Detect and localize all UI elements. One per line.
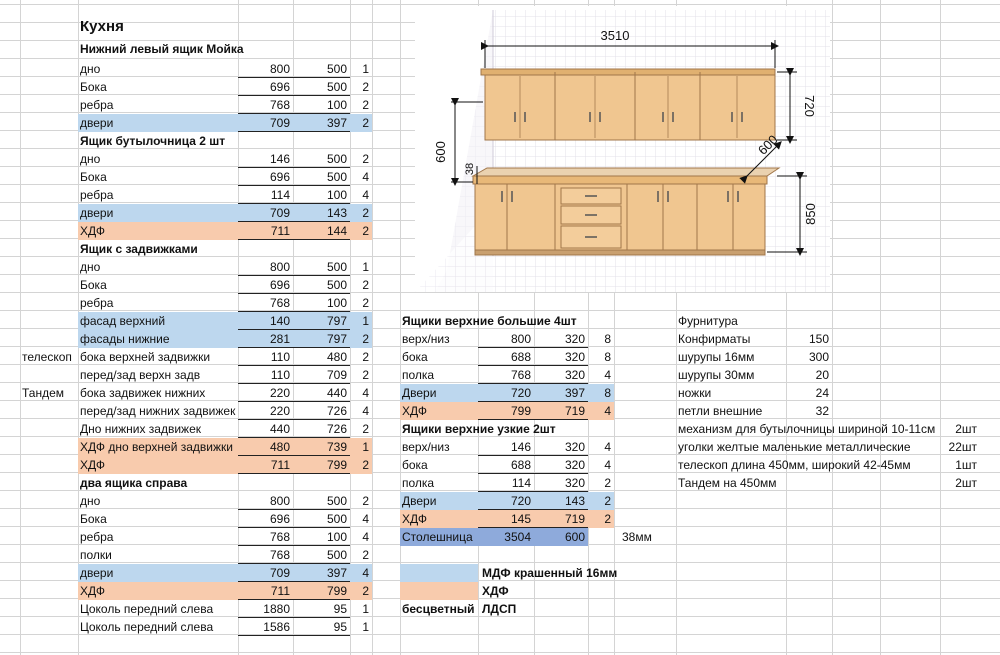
cell-label[interactable]: двери [80, 206, 114, 220]
cell-qty[interactable]: 4 [604, 368, 611, 382]
cell-value[interactable]: 711 [238, 222, 293, 240]
cell-label[interactable]: Цоколь передний слева [80, 620, 214, 634]
cell-value[interactable]: 144 [293, 222, 350, 240]
cell-value[interactable]: 480 [293, 348, 350, 366]
cell-value[interactable]: 100 [293, 96, 350, 114]
cell-value[interactable]: 500 [293, 168, 350, 186]
cell-value[interactable]: 114 [238, 186, 293, 204]
cell-value[interactable]: 696 [238, 168, 293, 186]
cell-value[interactable]: 2шт [955, 476, 977, 490]
cell-qty[interactable]: 4 [362, 512, 369, 526]
cell-value[interactable]: 719 [534, 402, 588, 420]
cell-qty[interactable]: 4 [604, 458, 611, 472]
cell-label[interactable]: Конфирматы [678, 332, 751, 346]
cell-value[interactable]: 32 [815, 404, 829, 418]
cell-value[interactable]: 500 [293, 78, 350, 96]
cell-value[interactable]: 320 [534, 438, 588, 456]
cell-value[interactable]: 719 [534, 510, 588, 528]
cell-value[interactable]: 696 [238, 78, 293, 96]
cell-qty[interactable]: 1 [362, 62, 369, 76]
cell-qty[interactable]: 4 [604, 404, 611, 418]
cell-label[interactable]: шурупы 16мм [678, 350, 755, 364]
cell-label[interactable]: петли внешние [678, 404, 763, 418]
cell-qty[interactable]: 2 [362, 278, 369, 292]
cell-label[interactable]: бока верхней задвижки [80, 350, 211, 364]
cell-label[interactable]: ребра [80, 188, 114, 202]
cell-value[interactable]: 3504 [504, 530, 531, 544]
cell-bold-label[interactable]: Ящик с задвижками [80, 242, 198, 256]
cell-qty[interactable]: 2 [362, 350, 369, 364]
dim-total-width: 3510 [600, 28, 630, 43]
cell-qty[interactable]: 2 [362, 584, 369, 598]
cell-value[interactable]: 500 [293, 150, 350, 168]
cell-value[interactable]: 797 [293, 312, 350, 330]
cell-label[interactable]: бока задвижек нижних [80, 386, 206, 400]
cell-label[interactable]: верх/низ [402, 332, 450, 346]
cell-qty[interactable]: 8 [604, 386, 611, 400]
cell-label[interactable]: Дно нижних задвижек [80, 422, 201, 436]
cell-qty[interactable]: 4 [362, 386, 369, 400]
cell-label[interactable]: ХДФ [80, 224, 105, 238]
cell-value[interactable]: 320 [534, 366, 588, 384]
cell-qty[interactable]: 2 [362, 368, 369, 382]
cell-bold-label[interactable]: Ящики верхние узкие 2шт [402, 422, 556, 436]
cell-label[interactable]: ребра [80, 296, 114, 310]
cell-value[interactable]: 100 [293, 186, 350, 204]
cell-bold-label[interactable]: Ящики верхние большие 4шт [402, 314, 577, 328]
cell-value[interactable]: 500 [293, 276, 350, 294]
cell-value[interactable]: 1586 [238, 618, 293, 636]
cell-qty[interactable]: 2 [362, 458, 369, 472]
cell-value[interactable]: 220 [238, 402, 293, 420]
cell-side-label[interactable]: Тандем [22, 386, 65, 400]
cell-value[interactable]: 397 [293, 114, 350, 132]
cell-qty[interactable]: 2 [362, 80, 369, 94]
cell-value[interactable]: 726 [293, 420, 350, 438]
cell-label[interactable]: перед/зад нижних задвижек [80, 404, 236, 418]
cell-value[interactable]: 800 [238, 492, 293, 510]
cell-label[interactable]: дно [80, 494, 101, 508]
cell-value[interactable]: 220 [238, 384, 293, 402]
cell-label[interactable]: Фурнитура [678, 314, 738, 328]
dim-gap-height: 600 [433, 141, 448, 163]
cell-qty[interactable]: 4 [362, 530, 369, 544]
cell-qty[interactable]: 4 [362, 404, 369, 418]
upper-cabinets [481, 69, 775, 140]
cell-value[interactable]: 114 [478, 474, 534, 492]
cell-value[interactable]: 440 [238, 420, 293, 438]
cell-qty[interactable]: 2 [362, 206, 369, 220]
cell-label[interactable]: двери [80, 116, 114, 130]
cell-value[interactable]: 709 [238, 564, 293, 582]
cell-label[interactable]: Тандем на 450мм [678, 476, 777, 490]
cell-qty[interactable]: 8 [604, 350, 611, 364]
cell-label[interactable]: дно [80, 152, 101, 166]
cell-qty[interactable]: 4 [362, 566, 369, 580]
cell-qty[interactable]: 4 [362, 170, 369, 184]
cell-value[interactable]: 720 [478, 384, 534, 402]
dim-base-height: 850 [803, 203, 818, 225]
cell-label[interactable]: ХДФ [402, 404, 427, 418]
cell-value[interactable]: 143 [293, 204, 350, 222]
kitchen-drawing [415, 6, 830, 292]
cell-label[interactable]: Бока [80, 278, 107, 292]
cell-value[interactable]: 320 [534, 348, 588, 366]
cell-qty[interactable]: 4 [362, 188, 369, 202]
cell-qty[interactable]: 2 [604, 494, 611, 508]
cell-value[interactable]: 281 [238, 330, 293, 348]
cell-label[interactable]: полки [80, 548, 112, 562]
cell-label[interactable]: Двери [402, 494, 437, 508]
cell-label[interactable]: ХДФ [80, 458, 105, 472]
cell-label[interactable]: дно [80, 62, 101, 76]
cell-value[interactable]: 300 [808, 350, 829, 364]
cell-qty[interactable]: 2 [362, 422, 369, 436]
cell-legend-label[interactable]: ЛДСП [482, 602, 517, 616]
cell-value[interactable]: 480 [238, 438, 293, 456]
cell-qty[interactable]: 4 [604, 440, 611, 454]
cell-label[interactable]: ХДФ [80, 584, 105, 598]
cell-value[interactable]: 711 [238, 456, 293, 474]
cell-value[interactable]: 688 [478, 456, 534, 474]
cell-label[interactable]: Бока [80, 170, 107, 184]
cell-label[interactable]: ХДФ дно верхней задвижки [80, 440, 233, 454]
cell-value[interactable]: 320 [534, 474, 588, 492]
cell-value[interactable]: 2шт [955, 422, 977, 436]
cell-qty[interactable]: 2 [604, 476, 611, 490]
cell-value[interactable]: 768 [238, 528, 293, 546]
cell-legend-swatch[interactable] [400, 564, 478, 582]
cell-bold-label[interactable]: Ящик бутылочница 2 шт [80, 134, 226, 148]
cell-label[interactable]: фасад верхний [80, 314, 166, 328]
cell-bold-label[interactable]: Нижний левый ящик Мойка [80, 42, 244, 56]
cell-label[interactable]: двери [80, 566, 114, 580]
cell-label[interactable]: шурупы 30мм [678, 368, 755, 382]
cell-label[interactable]: полка [402, 476, 435, 490]
cell-value[interactable]: 143 [534, 492, 588, 510]
cell-value[interactable]: 95 [293, 600, 350, 618]
cell-value[interactable]: 768 [238, 546, 293, 564]
cell-qty[interactable]: 8 [604, 332, 611, 346]
cell-value[interactable]: 440 [293, 384, 350, 402]
cell-value[interactable]: 146 [238, 150, 293, 168]
cell-value[interactable]: 711 [238, 582, 293, 600]
cell-value[interactable]: 799 [293, 582, 350, 600]
cell-qty[interactable]: 2 [604, 512, 611, 526]
cell-value[interactable]: 500 [293, 60, 350, 78]
cell-label[interactable]: Цоколь передний слева [80, 602, 214, 616]
cell-value[interactable]: 397 [293, 564, 350, 582]
cell-label[interactable]: Бока [80, 512, 107, 526]
cell-value[interactable]: 150 [808, 332, 829, 346]
cell-bold-label[interactable]: два ящика справа [80, 476, 188, 490]
cell-qty[interactable]: 2 [362, 116, 369, 130]
cell-value[interactable]: 1880 [238, 600, 293, 618]
cell-value[interactable]: 140 [238, 312, 293, 330]
cell-value[interactable]: 726 [293, 402, 350, 420]
cell-value[interactable]: 145 [478, 510, 534, 528]
cell-qty[interactable]: 1 [362, 314, 369, 328]
cell-value[interactable]: 800 [238, 258, 293, 276]
cell-qty[interactable]: 1 [362, 620, 369, 634]
cell-label[interactable]: Столешница [402, 530, 473, 544]
cell-qty[interactable]: 1 [362, 260, 369, 274]
cell-value[interactable]: 600 [564, 530, 585, 544]
cell-qty[interactable]: 2 [362, 494, 369, 508]
cell-value[interactable]: 800 [478, 330, 534, 348]
cell-legend-label[interactable]: ХДФ [482, 584, 509, 598]
cell-qty[interactable]: 2 [362, 224, 369, 238]
cell-value[interactable]: 709 [293, 366, 350, 384]
cell-label[interactable]: Бока [80, 80, 107, 94]
cell-value[interactable]: 22шт [948, 440, 977, 454]
cell-label[interactable]: верх/низ [402, 440, 450, 454]
cell-value[interactable]: 146 [478, 438, 534, 456]
cell-label[interactable]: фасады нижние [80, 332, 170, 346]
cell-label[interactable]: ребра [80, 530, 114, 544]
cell-value[interactable]: 768 [478, 366, 534, 384]
cell-value[interactable]: 696 [238, 510, 293, 528]
cell-value[interactable]: 720 [478, 492, 534, 510]
cell-value[interactable]: 799 [478, 402, 534, 420]
cell-value[interactable]: 500 [293, 510, 350, 528]
cell-value[interactable]: 100 [293, 528, 350, 546]
cell-value[interactable]: 696 [238, 276, 293, 294]
cell-value[interactable]: 500 [293, 546, 350, 564]
base-cabinets [473, 168, 779, 255]
cell-title[interactable]: Кухня [80, 18, 124, 35]
cell-value[interactable]: 768 [238, 96, 293, 114]
cell-value[interactable]: 797 [293, 330, 350, 348]
cell-label[interactable]: перед/зад верхн задв [80, 368, 201, 382]
cell-legend-swatch[interactable] [400, 582, 478, 600]
cell-value[interactable]: 500 [293, 258, 350, 276]
cell-qty[interactable]: 2 [362, 152, 369, 166]
cell-value[interactable]: 500 [293, 492, 350, 510]
cell-value[interactable]: 799 [293, 456, 350, 474]
cell-label[interactable]: полка [402, 368, 435, 382]
cell-value[interactable]: 768 [238, 294, 293, 312]
cell-label[interactable]: телескоп длина 450мм, широкий 42-45мм [678, 458, 911, 472]
cell-label[interactable]: бока [402, 350, 428, 364]
cell-value[interactable]: 397 [534, 384, 588, 402]
cell-legend-swatch-label[interactable]: бесцветный [402, 602, 475, 616]
cell-value[interactable]: 320 [534, 330, 588, 348]
cell-label[interactable]: ХДФ [402, 512, 427, 526]
cell-value[interactable]: 100 [293, 294, 350, 312]
cell-value[interactable]: 1шт [955, 458, 977, 472]
cell-value[interactable]: 24 [815, 386, 829, 400]
cell-value[interactable]: 320 [534, 456, 588, 474]
cell-value[interactable]: 709 [238, 204, 293, 222]
cell-label[interactable]: Двери [402, 386, 437, 400]
cell-legend-label[interactable]: МДФ крашенный 16мм [482, 566, 618, 580]
cell-label[interactable]: бока [402, 458, 428, 472]
cell-value[interactable]: 709 [238, 114, 293, 132]
cell-value[interactable]: 110 [238, 348, 293, 366]
cell-value[interactable]: 20 [815, 368, 829, 382]
cell-qty[interactable]: 1 [362, 602, 369, 616]
cell-label[interactable]: ножки [678, 386, 712, 400]
dim-upper-depth: 600 [754, 131, 781, 158]
cell-qty[interactable]: 2 [362, 296, 369, 310]
cell-value[interactable]: 95 [293, 618, 350, 636]
cell-qty[interactable]: 2 [362, 548, 369, 562]
cell-qty[interactable]: 2 [362, 332, 369, 346]
cell-qty[interactable]: 1 [362, 440, 369, 454]
cell-label[interactable]: ребра [80, 98, 114, 112]
cell-value[interactable]: 110 [238, 366, 293, 384]
cell-value[interactable]: 800 [238, 60, 293, 78]
dim-countertop: 38 [464, 162, 476, 176]
cell-note[interactable]: 38мм [622, 530, 652, 544]
cell-side-label[interactable]: телескоп [22, 350, 72, 364]
cell-label[interactable]: механизм для бутылочницы шириной 10-11см [678, 422, 936, 436]
cell-value[interactable]: 739 [293, 438, 350, 456]
cell-label[interactable]: уголки желтые маленькие металлические [678, 440, 911, 454]
dim-upper-height: 720 [802, 95, 817, 117]
cell-label[interactable]: дно [80, 260, 101, 274]
cell-value[interactable]: 688 [478, 348, 534, 366]
cell-qty[interactable]: 2 [362, 98, 369, 112]
